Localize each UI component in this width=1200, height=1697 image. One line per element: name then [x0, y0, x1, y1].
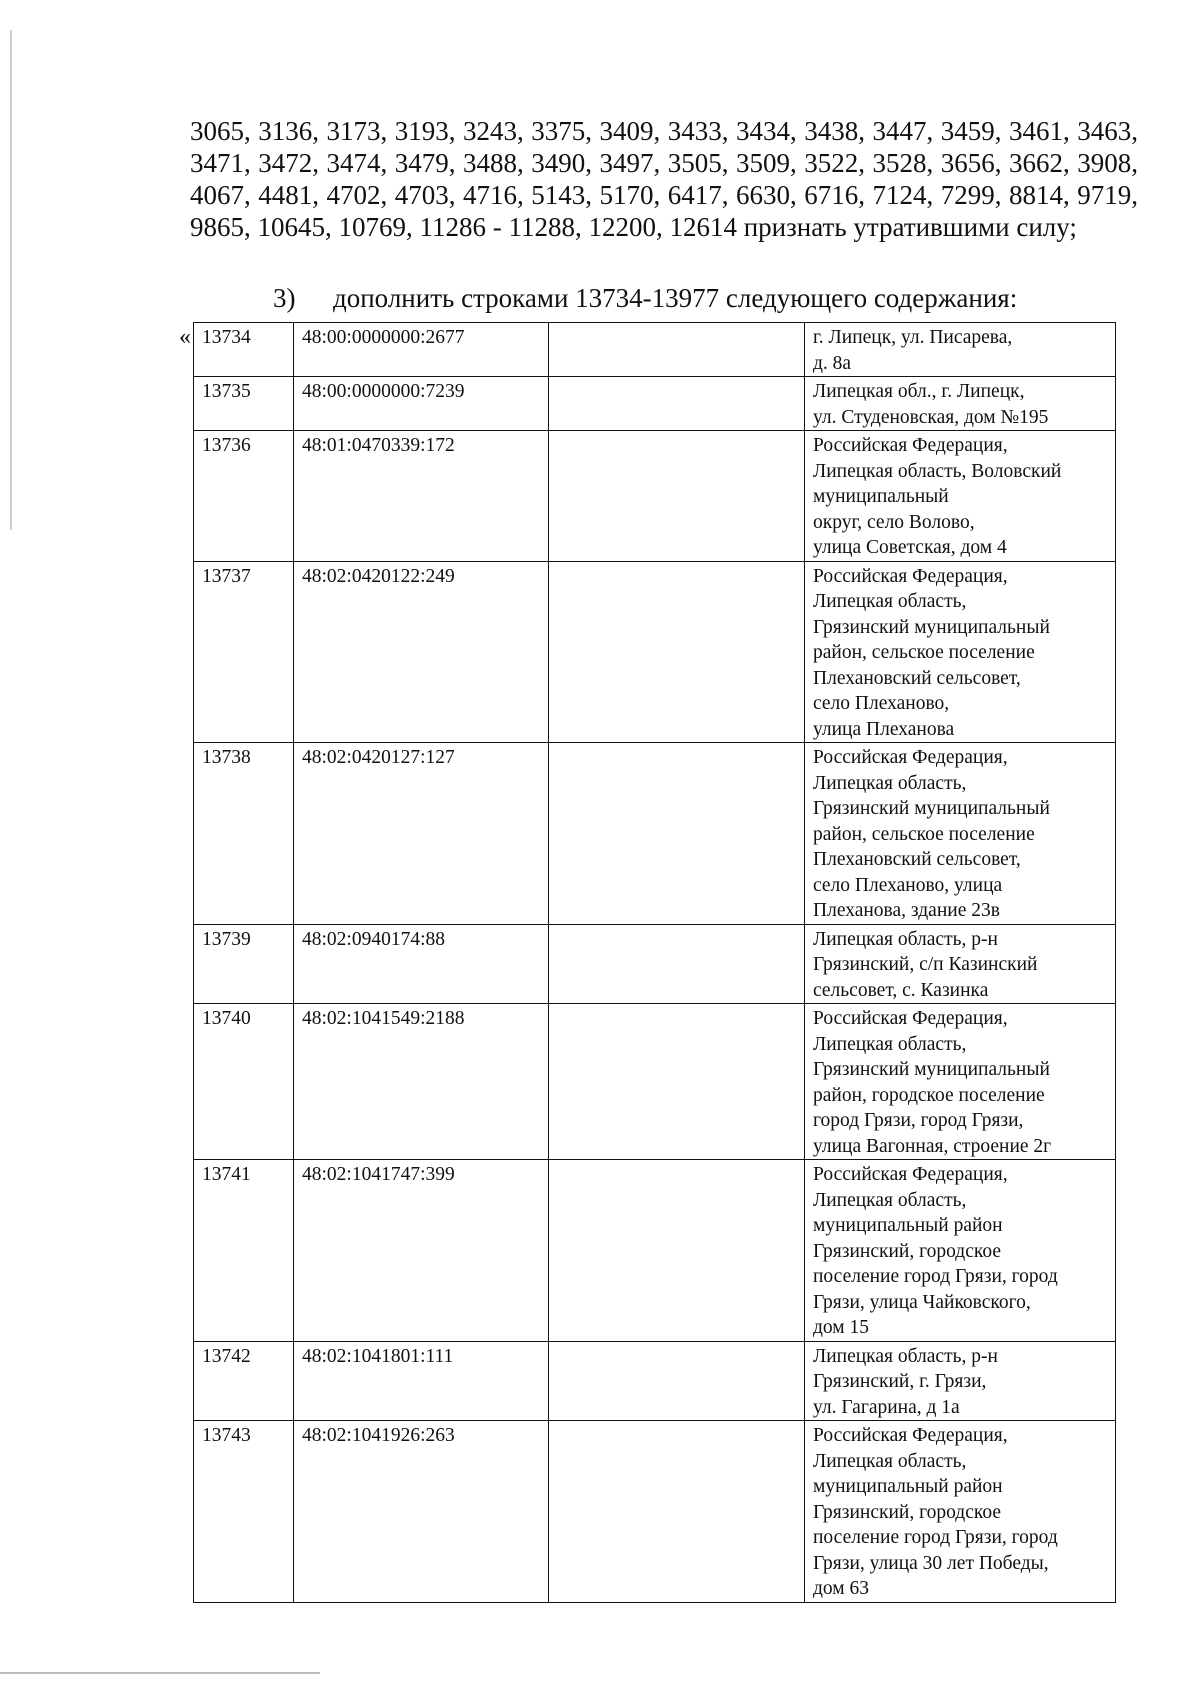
intro-paragraph: 3065, 3136, 3173, 3193, 3243, 3375, 3409, 3433, 3434, 3438, 3447, 3459, 3461, 3463, 3471, 3472, 3474, 3479, 3488, 3490, 3497, 3505, 3509, 3522, 3528, 3656, 3662, 3908, 4067, 4481, 4702, 4703, 4716, 5143, 5170, 6417, 6630, 6716, 7124, 7299, 8814, 9719, 9865, 10645, 10769, 11286 - 11288, 12200, 12614 признать утратившими силу;	[190, 116, 1138, 242]
table-row	[194, 431, 1116, 562]
table-row	[194, 743, 1116, 925]
row-number-cell: 13739	[194, 924, 294, 1004]
cadastral-number-cell: 48:02:0940174:88	[294, 924, 549, 1004]
address-cell: Российская Федерация, Липецкая область, Грязинский муниципальный район, городское поселение город Грязи, город Грязи, улица Вагонная, строение 2г	[805, 1004, 1116, 1160]
address-cell: Российская Федерация, Липецкая область, Грязинский муниципальный район, сельское поселение Плехановский сельсовет, село Плеханово, улица Плеханова	[805, 561, 1116, 743]
empty-cell	[549, 1421, 805, 1603]
address-cell: г. Липецк, ул. Писарева, д. 8а	[805, 323, 1116, 377]
scan-left-edge	[10, 30, 12, 530]
item-3-text: дополнить строками 13734-13977 следующего содержания:	[333, 283, 1018, 313]
address-cell: Российская Федерация, Липецкая область, муниципальный район Грязинский, городское поселение город Грязи, город Грязи, улица 30 лет Победы, дом 63	[805, 1421, 1116, 1603]
empty-cell	[549, 377, 805, 431]
table-row	[194, 377, 1116, 431]
address-cell: Российская Федерация, Липецкая область, Воловский муниципальный округ, село Волово, улица Советская, дом 4	[805, 431, 1116, 562]
row-number-cell: 13737	[194, 561, 294, 743]
empty-cell	[549, 924, 805, 1004]
row-number-cell: 13741	[194, 1160, 294, 1342]
empty-cell	[549, 1341, 805, 1421]
table-row	[194, 561, 1116, 743]
cadastral-number-cell: 48:02:0420127:127	[294, 743, 549, 925]
row-number-cell: 13742	[194, 1341, 294, 1421]
row-number-cell: 13738	[194, 743, 294, 925]
cadastral-number-cell: 48:00:0000000:7239	[294, 377, 549, 431]
address-cell: Российская Федерация, Липецкая область, Грязинский муниципальный район, сельское поселение Плехановский сельсовет, село Плеханово, улица Плеханова, здание 23в	[805, 743, 1116, 925]
cadastral-number-cell: 48:02:1041747:399	[294, 1160, 549, 1342]
empty-cell	[549, 1004, 805, 1160]
address-cell: Липецкая область, р-н Грязинский, с/п Казинский сельсовет, с. Казинка	[805, 924, 1116, 1004]
row-number-cell: 13740	[194, 1004, 294, 1160]
table-row	[194, 924, 1116, 1004]
cadastral-number-cell: 48:00:0000000:2677	[294, 323, 549, 377]
empty-cell	[549, 1160, 805, 1342]
cadastral-number-cell: 48:01:0470339:172	[294, 431, 549, 562]
opening-quote-mark: «	[179, 324, 191, 350]
empty-cell	[549, 561, 805, 743]
table-row	[194, 1160, 1116, 1342]
cadastral-number-cell: 48:02:1041801:111	[294, 1341, 549, 1421]
scan-bottom-line	[0, 1672, 320, 1674]
register-table	[193, 322, 1116, 1603]
cadastral-number-cell: 48:02:1041549:2188	[294, 1004, 549, 1160]
empty-cell	[549, 323, 805, 377]
cadastral-number-cell: 48:02:1041926:263	[294, 1421, 549, 1603]
table-row	[194, 323, 1116, 377]
table-row	[194, 1341, 1116, 1421]
row-number-cell: 13734	[194, 323, 294, 377]
cadastral-number-cell: 48:02:0420122:249	[294, 561, 549, 743]
row-number-cell: 13736	[194, 431, 294, 562]
empty-cell	[549, 743, 805, 925]
row-number-cell: 13735	[194, 377, 294, 431]
empty-cell	[549, 431, 805, 562]
address-cell: Липецкая обл., г. Липецк, ул. Студеновская, дом №195	[805, 377, 1116, 431]
item-3-number: 3)	[273, 283, 296, 313]
register-rows	[194, 323, 1116, 1603]
row-number-cell: 13743	[194, 1421, 294, 1603]
address-cell: Российская Федерация, Липецкая область, муниципальный район Грязинский, городское поселение город Грязи, город Грязи, улица Чайковского, дом 15	[805, 1160, 1116, 1342]
table-row	[194, 1004, 1116, 1160]
address-cell: Липецкая область, р-н Грязинский, г. Грязи, ул. Гагарина, д 1а	[805, 1341, 1116, 1421]
table-row	[194, 1421, 1116, 1603]
